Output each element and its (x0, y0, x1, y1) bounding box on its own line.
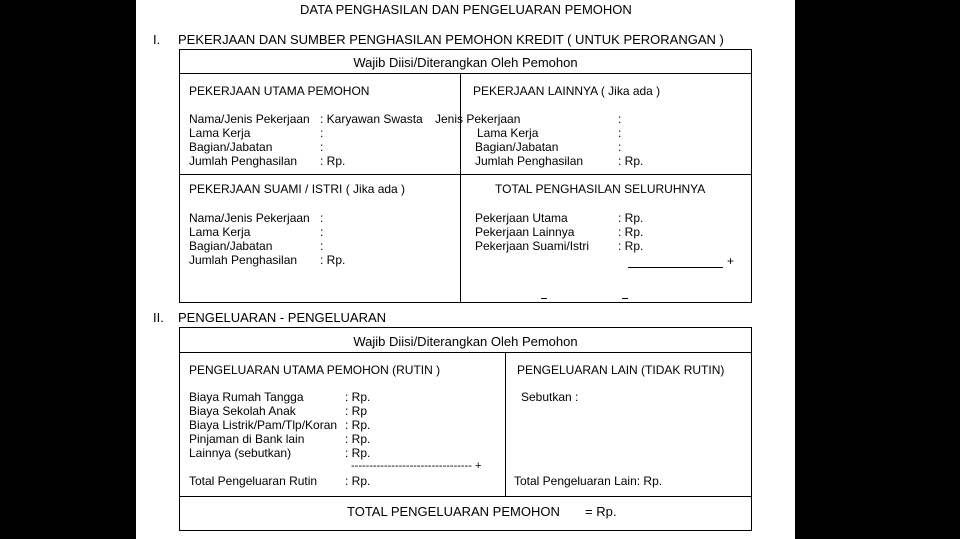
field-label: Biaya Rumah Tangga (189, 390, 304, 404)
field-value[interactable]: : Rp. (320, 154, 346, 168)
section-2-total-divider (179, 496, 752, 497)
cut-off-mark (541, 298, 547, 299)
field-label: Lama Kerja (477, 126, 539, 140)
field-label: Nama/Jenis Pekerjaan (189, 112, 310, 126)
section-1-number: I. (153, 32, 161, 47)
field-label: Nama/Jenis Pekerjaan (189, 211, 310, 225)
field-value[interactable]: : Rp. (345, 446, 371, 460)
field-value[interactable]: : Rp. (345, 432, 371, 446)
field-value[interactable]: : (320, 239, 324, 253)
field-value[interactable]: : Rp. (320, 253, 346, 267)
total-sum-line (628, 267, 723, 268)
section-1-middle-divider (179, 174, 752, 175)
section-1-box-header: Wajib Diisi/Diterangkan Oleh Pemohon (353, 55, 578, 70)
field-value[interactable]: : (618, 126, 622, 140)
section-2-number: II. (153, 310, 164, 325)
field-value[interactable]: : Karyawan Swasta (320, 112, 423, 126)
section-2-heading: PENGELUARAN - PENGELUARAN (178, 310, 387, 325)
field-value[interactable]: : Rp (345, 404, 368, 418)
field-label: Pekerjaan Utama (475, 211, 568, 225)
field-label: Biaya Sekolah Anak (189, 404, 296, 418)
total-pengeluaran-lain[interactable]: Total Pengeluaran Lain: Rp. (514, 474, 663, 488)
document-page (136, 0, 795, 539)
field-label: Bagian/Jabatan (475, 140, 559, 154)
total-penghasilan-heading: TOTAL PENGHASILAN SELURUHNYA (495, 182, 706, 196)
field-label: Jenis Pekerjaan (435, 112, 521, 126)
section-2-header-divider (179, 352, 752, 353)
section-2-column-divider (505, 352, 506, 496)
pekerjaan-utama-heading: PEKERJAAN UTAMA PEMOHON (189, 84, 370, 98)
field-label: Pekerjaan Lainnya (475, 225, 575, 239)
section-1-header-divider (179, 73, 752, 74)
pekerjaan-suami-istri-heading: PEKERJAAN SUAMI / ISTRI ( Jika ada ) (189, 182, 406, 196)
document-title: DATA PENGHASILAN DAN PENGELUARAN PEMOHON (300, 2, 632, 17)
field-label: Pekerjaan Suami/Istri (475, 239, 590, 253)
field-value[interactable]: : (320, 140, 324, 154)
grand-total-value[interactable]: = Rp. (585, 504, 617, 519)
field-label: Pinjaman di Bank lain (189, 432, 305, 446)
field-value[interactable]: : (618, 112, 622, 126)
section-1-column-divider (460, 73, 461, 303)
cut-off-mark (622, 298, 628, 299)
total-pengeluaran-rutin-label: Total Pengeluaran Rutin (189, 474, 318, 488)
total-pengeluaran-rutin-value[interactable]: : Rp. (345, 474, 371, 488)
field-value[interactable]: : Rp. (618, 211, 644, 225)
field-label: Jumlah Penghasilan (189, 253, 298, 267)
field-label: Lainnya (sebutkan) (189, 446, 292, 460)
field-value[interactable]: : (618, 140, 622, 154)
field-label: Bagian/Jabatan (189, 140, 273, 154)
pengeluaran-rutin-heading: PENGELUARAN UTAMA PEMOHON (RUTIN ) (189, 363, 441, 377)
field-label: Jumlah Penghasilan (475, 154, 584, 168)
pengeluaran-lain-heading: PENGELUARAN LAIN (TIDAK RUTIN) (517, 363, 725, 377)
field-label: Lama Kerja (189, 126, 251, 140)
field-label: Lama Kerja (189, 225, 251, 239)
field-value[interactable]: : (320, 126, 324, 140)
field-value[interactable]: : Rp. (618, 154, 644, 168)
rutin-sum-separator: --------------------------------- + (351, 460, 482, 472)
field-value[interactable]: : Rp. (345, 390, 371, 404)
pekerjaan-lainnya-heading: PEKERJAAN LAINNYA ( Jika ada ) (473, 84, 661, 98)
field-value[interactable]: : Rp. (618, 239, 644, 253)
section-1-heading: PEKERJAAN DAN SUMBER PENGHASILAN PEMOHON KREDIT ( UNTUK PERORANGAN ) (178, 32, 724, 47)
sebutkan-field[interactable]: Sebutkan : (521, 390, 579, 404)
field-label: Bagian/Jabatan (189, 239, 273, 253)
grand-total-label: TOTAL PENGELUARAN PEMOHON (347, 504, 560, 519)
field-value[interactable]: : Rp. (618, 225, 644, 239)
field-value[interactable]: : (320, 211, 324, 225)
field-value[interactable]: : Rp. (345, 418, 371, 432)
section-2-box-header: Wajib Diisi/Diterangkan Oleh Pemohon (353, 334, 578, 349)
field-label: Biaya Listrik/Pam/Tlp/Koran (189, 418, 338, 432)
total-plus-sign: + (727, 254, 735, 268)
field-value[interactable]: : (320, 225, 324, 239)
field-label: Jumlah Penghasilan (189, 154, 298, 168)
